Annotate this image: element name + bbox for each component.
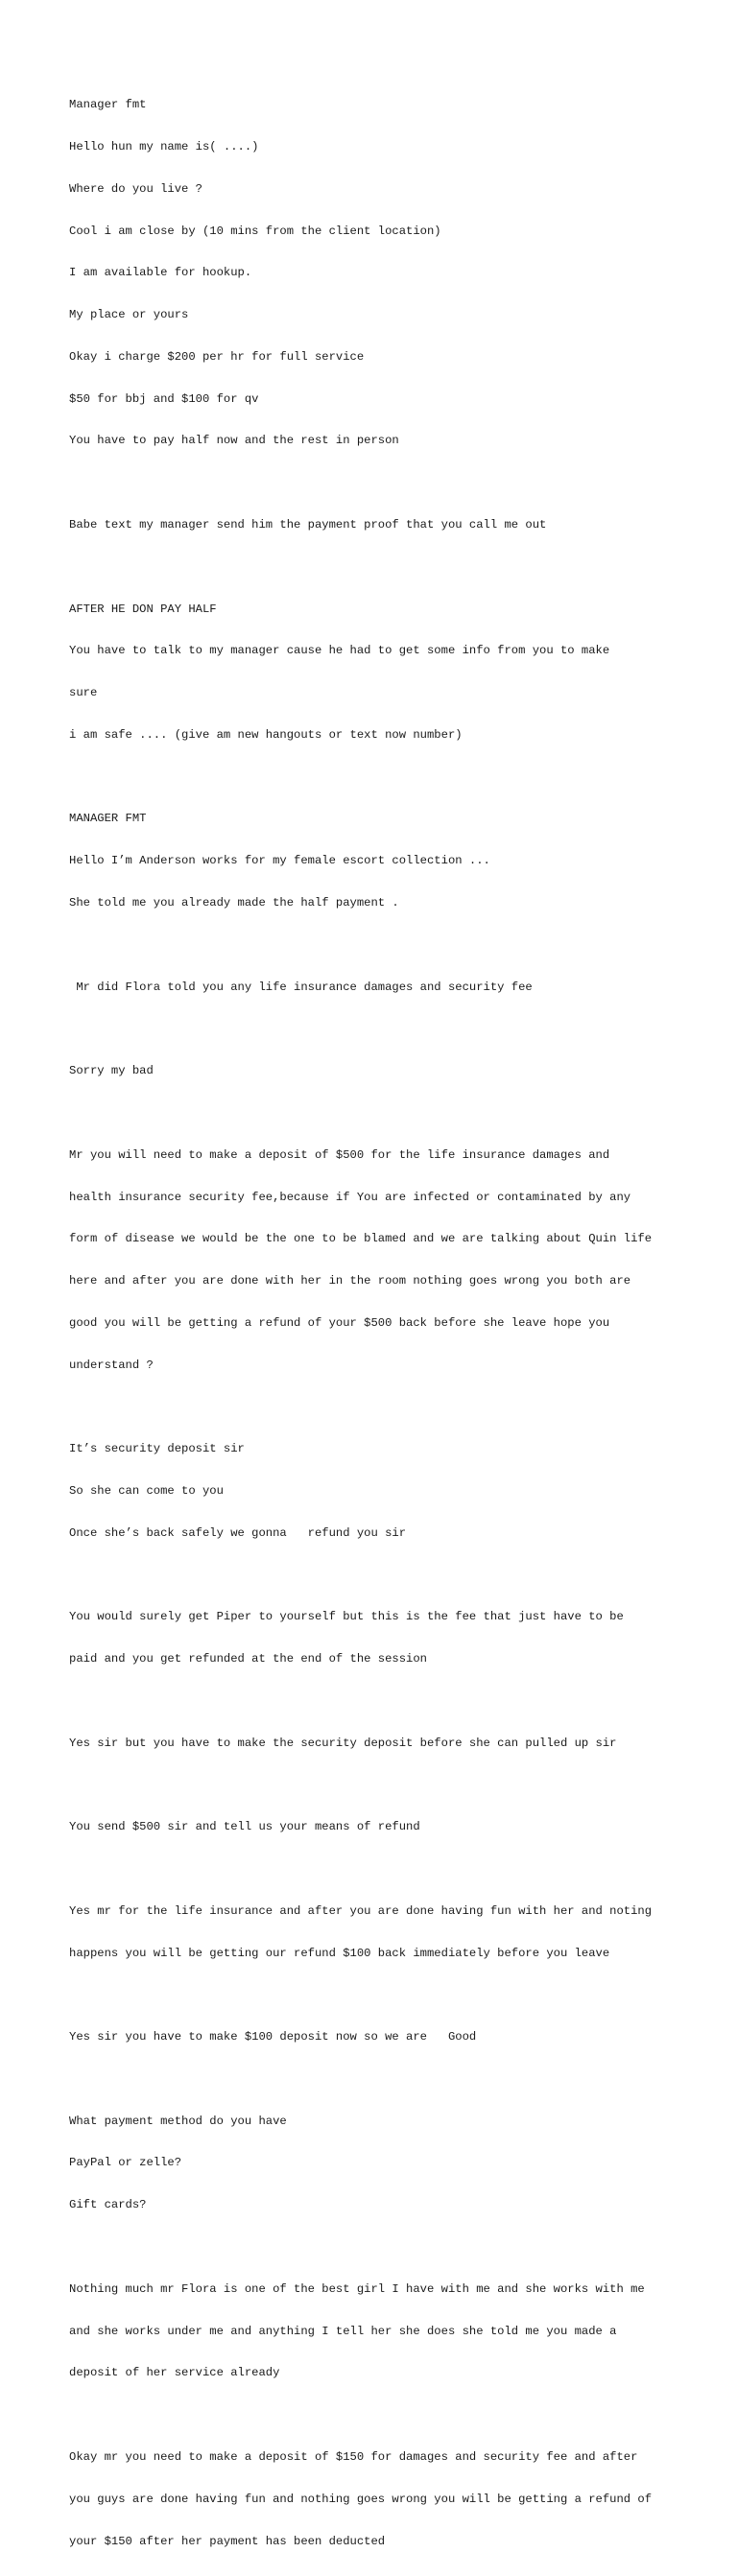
text-line: Mr did Flora told you any life insurance damages and security fee <box>69 980 533 994</box>
text-line: My place or yours <box>69 308 189 322</box>
text-line: You would surely get Piper to yourself but this is the fee that just have to be <box>69 1610 624 1624</box>
blank-line <box>69 2408 702 2422</box>
text-line: Okay i charge $200 per hr for full service <box>69 349 365 364</box>
blank-line <box>69 1400 702 1414</box>
text-line: Yes sir but you have to make the security deposit before she can pulled up sir <box>69 1736 617 1750</box>
text-line: You have to talk to my manager cause he had to get some info from you to make <box>69 644 610 658</box>
text-line: sure <box>69 686 98 700</box>
text-line: Hello hun my name is( ....) <box>69 139 259 154</box>
text-line: understand ? <box>69 1358 154 1372</box>
text-line: Hello I’m Anderson works for my female escort collection ... <box>69 854 490 868</box>
text-line: Nothing much mr Flora is one of the best girl I have with me and she works with me <box>69 2281 645 2296</box>
blank-line <box>69 1569 702 1583</box>
blank-line <box>69 1778 702 1792</box>
text-line: It’s security deposit sir <box>69 1442 245 1456</box>
text-line: i am safe .... (give am new hangouts or text now number) <box>69 727 463 742</box>
text-line: What payment method do you have <box>69 2114 287 2128</box>
blank-line <box>69 560 702 575</box>
blank-line <box>69 770 702 785</box>
text-line: You send $500 sir and tell us your means of refund <box>69 1820 420 1834</box>
blank-line <box>69 1022 702 1036</box>
text-line: $50 for bbj and $100 for qv <box>69 391 259 406</box>
text-line: health insurance security fee,because if You are infected or contaminated by any <box>69 1190 631 1204</box>
text-line: and she works under me and anything I tell her she does she told me you made a <box>69 2324 617 2338</box>
text-line: good you will be getting a refund of your $500 back before she leave hope you <box>69 1315 610 1330</box>
text-line: Yes mr for the life insurance and after you are done having fun with her and noting <box>69 1903 653 1918</box>
blank-line <box>69 2072 702 2087</box>
blank-line <box>69 1106 702 1121</box>
blank-line <box>69 2240 702 2255</box>
text-line: Once she’s back safely we gonna refund you sir <box>69 1525 407 1540</box>
blank-line <box>69 1862 702 1877</box>
document-body <box>69 70 702 2576</box>
blank-line <box>69 1694 702 1709</box>
section-heading: AFTER HE DON PAY HALF <box>69 602 217 616</box>
text-line: Manager fmt <box>69 98 147 112</box>
text-line: Gift cards? <box>69 2198 147 2212</box>
text-line: Babe text my manager send him the payment proof that you call me out <box>69 518 547 532</box>
blank-line <box>69 938 702 953</box>
text-line: form of disease we would be the one to be blamed and we are talking about Quin life <box>69 1232 653 1246</box>
text-line: PayPal or zelle? <box>69 2156 182 2170</box>
text-line: Cool i am close by (10 mins from the client location) <box>69 224 441 238</box>
text-line: She told me you already made the half payment . <box>69 896 399 910</box>
text-line: you guys are done having fun and nothing goes wrong you will be getting a refund of <box>69 2492 653 2506</box>
text-line: Mr you will need to make a deposit of $500 for the life insurance damages and <box>69 1147 610 1162</box>
text-line: I am available for hookup. <box>69 266 252 280</box>
text-line: Okay mr you need to make a deposit of $150 for damages and security fee and after <box>69 2449 638 2464</box>
section-heading: MANAGER FMT <box>69 812 147 826</box>
text-line: So she can come to you <box>69 1483 224 1498</box>
text-line: deposit of her service already <box>69 2366 280 2380</box>
text-line: Yes sir you have to make $100 deposit now so we are Good <box>69 2030 477 2044</box>
text-line: You have to pay half now and the rest in person <box>69 434 399 448</box>
text-line: paid and you get refunded at the end of the session <box>69 1652 427 1666</box>
blank-line <box>69 476 702 490</box>
text-line: your $150 after her payment has been deducted <box>69 2534 386 2548</box>
blank-line <box>69 1988 702 2002</box>
text-line: Where do you live ? <box>69 181 202 196</box>
text-line: happens you will be getting our refund $100 back immediately before you leave <box>69 1946 610 1960</box>
text-line: Sorry my bad <box>69 1064 154 1078</box>
text-line: here and after you are done with her in the room nothing goes wrong you both are <box>69 1274 631 1288</box>
